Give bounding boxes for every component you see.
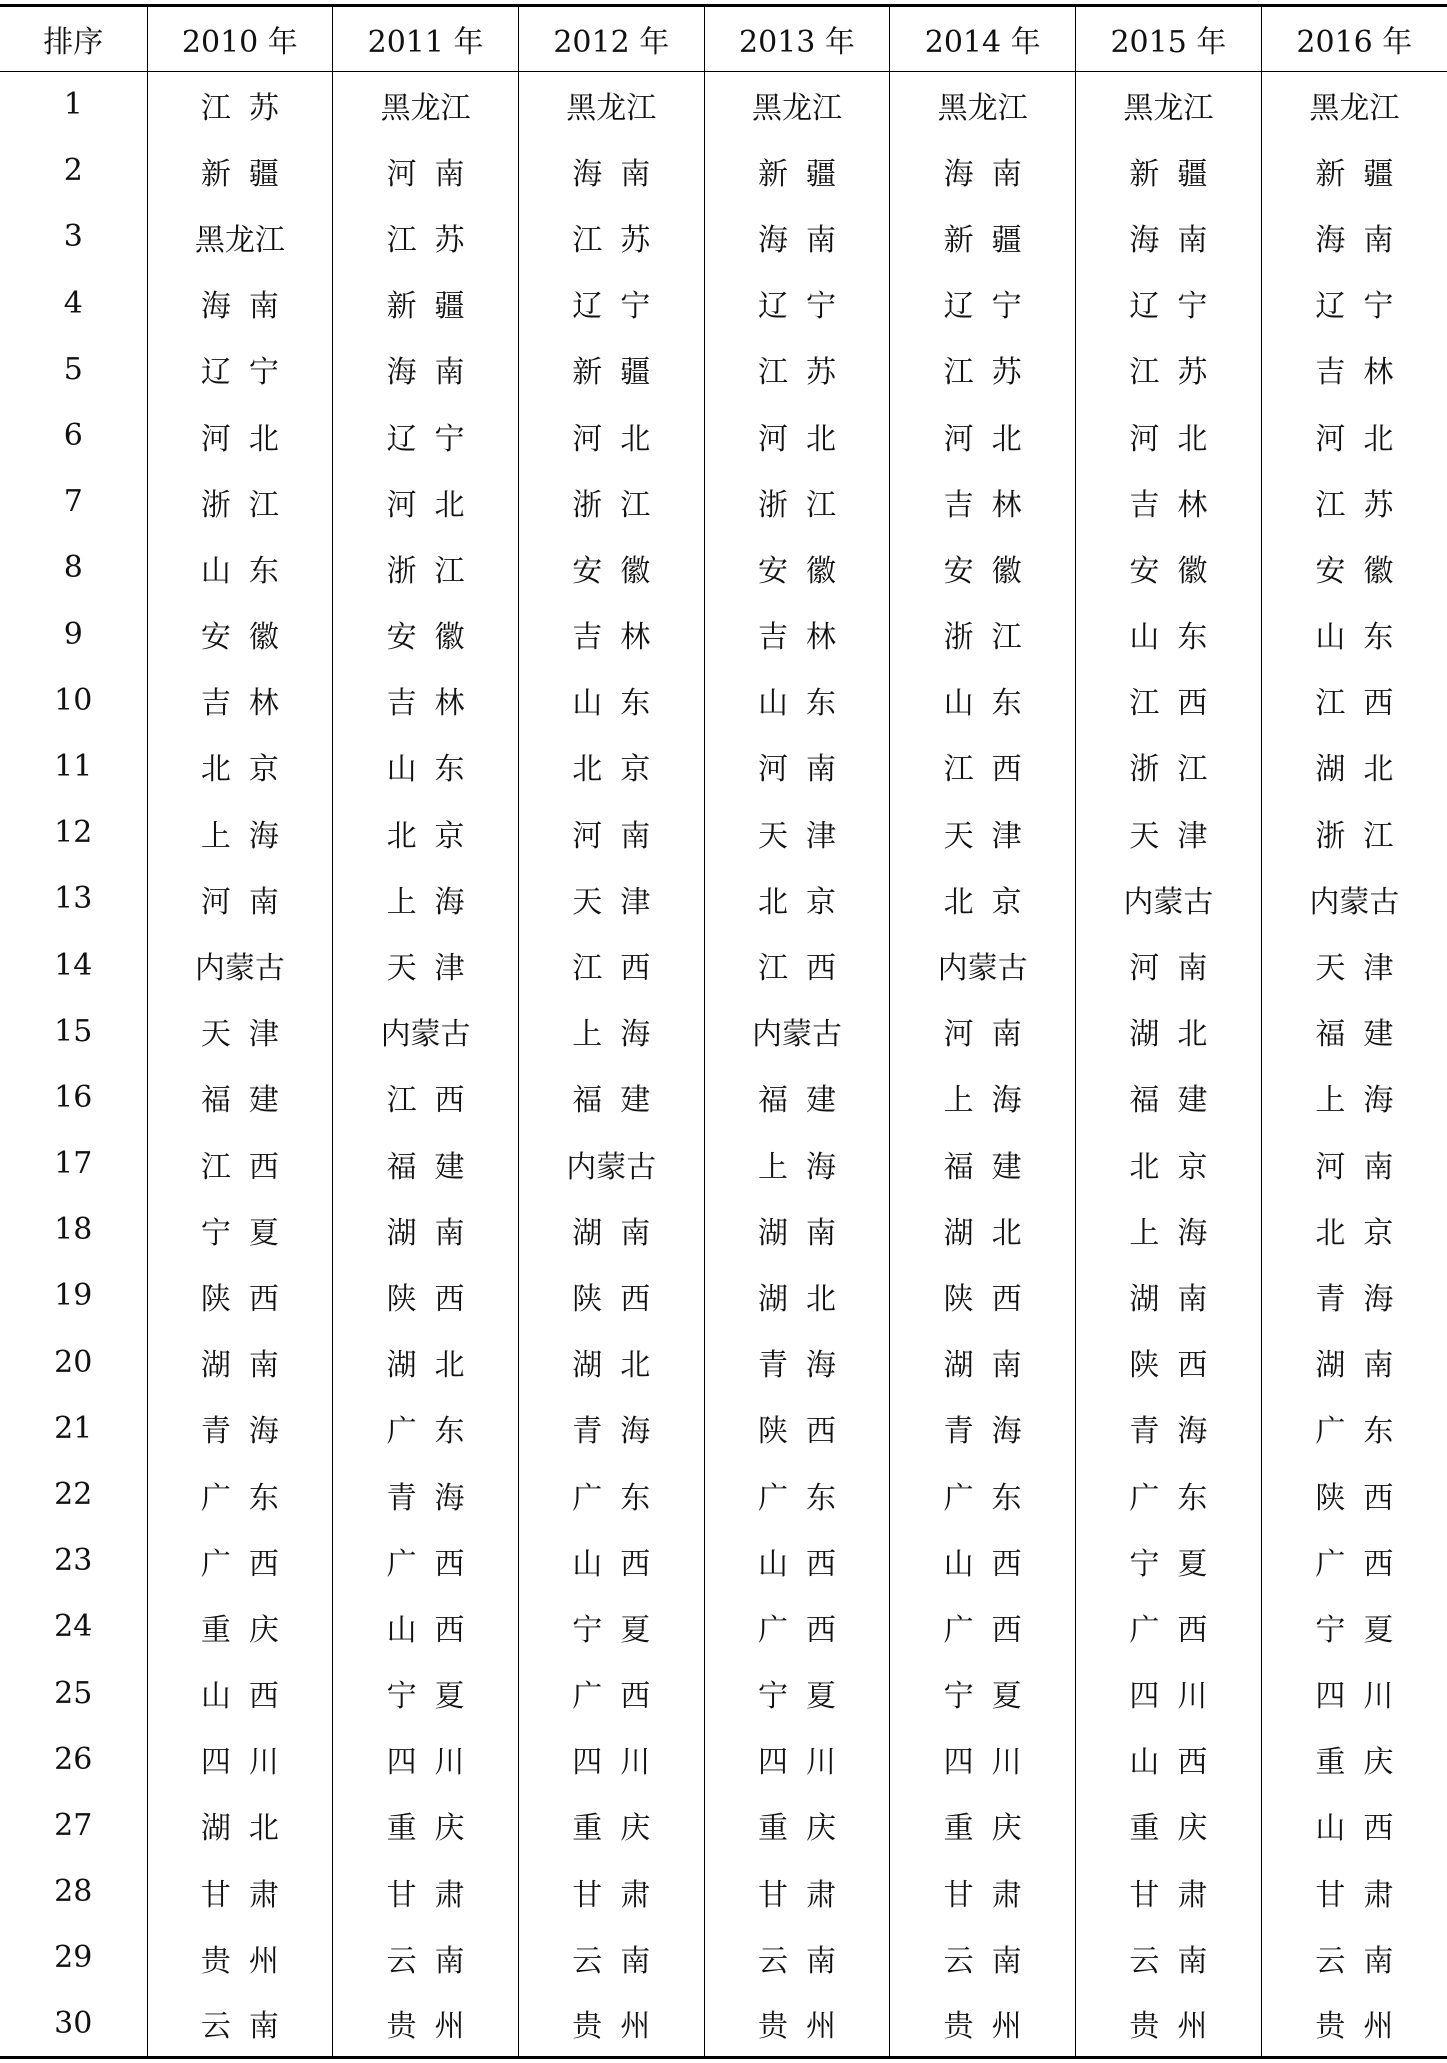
table-row (0, 1131, 1447, 1197)
province-cell: 陕西 (704, 1395, 890, 1461)
province-cell: 云南 (518, 1925, 704, 1991)
province-cell: 内蒙古 (147, 932, 333, 998)
rank-cell: 9 (63, 616, 83, 652)
header-year: 2011 年 (333, 6, 519, 72)
province-cell: 浙江 (1261, 800, 1447, 866)
rank-cell: 21 (54, 1410, 93, 1446)
province-cell: 安徽 (333, 601, 519, 667)
table-row (0, 667, 1447, 733)
province-cell: 宁夏 (890, 1660, 1076, 1726)
rank-cell: 17 (54, 1146, 93, 1182)
province-cell: 四川 (147, 1726, 333, 1792)
province-cell: 广西 (1261, 1528, 1447, 1594)
province-cell: 湖北 (1261, 733, 1447, 799)
header-rank: 排序 (0, 6, 147, 72)
province-cell: 浙江 (333, 535, 519, 601)
table-row (0, 204, 1447, 270)
province-cell: 浙江 (890, 601, 1076, 667)
table-row (0, 469, 1447, 535)
province-cell: 天津 (147, 998, 333, 1064)
province-cell: 湖南 (1261, 1329, 1447, 1395)
province-cell: 新疆 (1076, 138, 1262, 204)
province-cell: 江苏 (890, 336, 1076, 402)
province-cell: 上海 (147, 800, 333, 866)
table-row (0, 1064, 1447, 1130)
province-cell: 云南 (1076, 1925, 1262, 1991)
province-cell: 湖北 (890, 1197, 1076, 1263)
province-cell: 山东 (1076, 601, 1262, 667)
province-cell: 山东 (333, 733, 519, 799)
province-cell: 福建 (890, 1131, 1076, 1197)
province-cell: 云南 (147, 1991, 333, 2057)
province-cell: 黑龙江 (1076, 72, 1262, 138)
province-cell: 山西 (704, 1528, 890, 1594)
province-cell: 山东 (518, 667, 704, 733)
province-cell: 湖南 (333, 1197, 519, 1263)
province-cell: 广西 (1076, 1594, 1262, 1660)
rank-cell: 4 (63, 285, 83, 321)
table-row (0, 535, 1447, 601)
province-cell: 吉林 (1261, 336, 1447, 402)
province-cell: 黑龙江 (704, 72, 890, 138)
province-cell: 吉林 (518, 601, 704, 667)
province-cell: 江西 (1261, 667, 1447, 733)
rank-cell: 10 (54, 682, 93, 718)
table-row (0, 138, 1447, 204)
province-cell: 山西 (333, 1594, 519, 1660)
province-cell: 新疆 (333, 270, 519, 336)
province-cell: 吉林 (333, 667, 519, 733)
province-cell: 新疆 (704, 138, 890, 204)
province-cell: 广东 (1261, 1395, 1447, 1461)
rank-cell: 29 (54, 1940, 93, 1976)
province-cell: 广东 (704, 1461, 890, 1527)
province-cell: 福建 (147, 1064, 333, 1130)
province-cell: 山西 (147, 1660, 333, 1726)
province-cell: 安徽 (147, 601, 333, 667)
province-cell: 江苏 (333, 204, 519, 270)
province-cell: 湖北 (333, 1329, 519, 1395)
table-row (0, 336, 1447, 402)
province-cell: 内蒙古 (890, 932, 1076, 998)
province-cell: 广东 (890, 1461, 1076, 1527)
rank-cell: 28 (54, 1874, 93, 1910)
province-cell: 贵州 (147, 1925, 333, 1991)
province-cell: 湖北 (518, 1329, 704, 1395)
province-cell: 海南 (704, 204, 890, 270)
province-cell: 上海 (890, 1064, 1076, 1130)
rank-cell: 26 (54, 1741, 93, 1777)
province-cell: 山东 (704, 667, 890, 733)
province-cell: 福建 (1076, 1064, 1262, 1130)
province-cell: 云南 (333, 1925, 519, 1991)
header-row (0, 6, 1447, 72)
province-cell: 江西 (333, 1064, 519, 1130)
province-cell: 江西 (704, 932, 890, 998)
province-cell: 安徽 (890, 535, 1076, 601)
province-cell: 江苏 (518, 204, 704, 270)
province-cell: 江西 (1076, 667, 1262, 733)
ranking-table (0, 4, 1447, 2059)
province-cell: 宁夏 (704, 1660, 890, 1726)
province-cell: 河北 (147, 402, 333, 468)
province-cell: 北京 (890, 866, 1076, 932)
province-cell: 吉林 (890, 469, 1076, 535)
province-cell: 天津 (704, 800, 890, 866)
province-cell: 青海 (1261, 1263, 1447, 1329)
header-year: 2012 年 (518, 6, 704, 72)
province-cell: 辽宁 (704, 270, 890, 336)
rank-cell: 22 (54, 1477, 93, 1513)
province-cell: 天津 (1076, 800, 1262, 866)
rank-cell: 1 (63, 87, 83, 123)
province-cell: 江西 (518, 932, 704, 998)
province-cell: 广东 (333, 1395, 519, 1461)
province-cell: 江苏 (704, 336, 890, 402)
rank-cell: 2 (63, 153, 83, 189)
rank-cell: 23 (54, 1543, 93, 1579)
province-cell: 上海 (333, 866, 519, 932)
province-cell: 浙江 (704, 469, 890, 535)
province-cell: 重庆 (1261, 1726, 1447, 1792)
province-cell: 安徽 (1076, 535, 1262, 601)
header-year: 2013 年 (704, 6, 890, 72)
province-cell: 云南 (1261, 1925, 1447, 1991)
province-cell: 甘肃 (704, 1859, 890, 1925)
province-cell: 贵州 (704, 1991, 890, 2057)
province-cell: 广东 (518, 1461, 704, 1527)
province-cell: 吉林 (1076, 469, 1262, 535)
province-cell: 黑龙江 (147, 204, 333, 270)
province-cell: 浙江 (518, 469, 704, 535)
province-cell: 甘肃 (1261, 1859, 1447, 1925)
province-cell: 甘肃 (890, 1859, 1076, 1925)
rank-cell: 7 (63, 484, 83, 520)
province-cell: 四川 (704, 1726, 890, 1792)
table-row (0, 932, 1447, 998)
province-cell: 新疆 (518, 336, 704, 402)
province-cell: 贵州 (1076, 1991, 1262, 2057)
province-cell: 辽宁 (333, 402, 519, 468)
table-row (0, 402, 1447, 468)
province-cell: 福建 (704, 1064, 890, 1130)
province-cell: 黑龙江 (518, 72, 704, 138)
rank-cell: 30 (0, 1991, 147, 2057)
rank-cell: 11 (54, 748, 93, 784)
province-cell: 辽宁 (147, 336, 333, 402)
province-cell: 陕西 (890, 1263, 1076, 1329)
table-row (0, 270, 1447, 336)
province-cell: 安徽 (1261, 535, 1447, 601)
province-cell: 广东 (1076, 1461, 1262, 1527)
table-row (0, 601, 1447, 667)
province-cell: 湖南 (890, 1329, 1076, 1395)
province-cell: 河南 (890, 998, 1076, 1064)
province-cell: 天津 (1261, 932, 1447, 998)
province-cell: 安徽 (518, 535, 704, 601)
table-row (0, 866, 1447, 932)
province-cell: 海南 (518, 138, 704, 204)
province-cell: 山西 (890, 1528, 1076, 1594)
rank-cell: 16 (54, 1079, 93, 1115)
rank-cell: 12 (54, 815, 93, 851)
province-cell: 宁夏 (147, 1197, 333, 1263)
table-row (0, 1528, 1447, 1594)
province-cell: 黑龙江 (333, 72, 519, 138)
province-cell: 江苏 (147, 72, 333, 138)
province-cell: 湖北 (704, 1263, 890, 1329)
province-cell: 湖南 (1076, 1263, 1262, 1329)
rank-cell: 5 (63, 351, 83, 387)
rank-cell: 8 (63, 550, 83, 586)
province-cell: 青海 (1076, 1395, 1262, 1461)
province-cell: 山东 (890, 667, 1076, 733)
province-cell: 北京 (333, 800, 519, 866)
province-cell: 黑龙江 (1261, 72, 1447, 138)
province-cell: 青海 (518, 1395, 704, 1461)
table-header (0, 6, 1447, 72)
province-cell: 贵州 (518, 1991, 704, 2057)
province-cell: 河北 (1076, 402, 1262, 468)
province-cell: 北京 (518, 733, 704, 799)
province-cell: 吉林 (147, 667, 333, 733)
province-cell: 江西 (147, 1131, 333, 1197)
table-row (0, 1461, 1447, 1527)
province-cell: 河南 (704, 733, 890, 799)
header-year: 2016 年 (1261, 6, 1447, 72)
rank-cell: 18 (54, 1212, 93, 1248)
province-cell: 山西 (518, 1528, 704, 1594)
table-row (0, 1859, 1447, 1925)
province-cell: 江苏 (1261, 469, 1447, 535)
province-cell: 海南 (147, 270, 333, 336)
province-cell: 湖南 (147, 1329, 333, 1395)
province-cell: 青海 (890, 1395, 1076, 1461)
table-row (0, 1991, 1447, 2057)
province-cell: 重庆 (1076, 1792, 1262, 1858)
rank-cell: 6 (63, 418, 83, 454)
province-cell: 贵州 (1261, 1991, 1447, 2057)
province-cell: 新疆 (1261, 138, 1447, 204)
province-cell: 重庆 (704, 1792, 890, 1858)
table-row (0, 733, 1447, 799)
province-cell: 湖南 (704, 1197, 890, 1263)
province-cell: 陕西 (1076, 1329, 1262, 1395)
province-cell: 广西 (890, 1594, 1076, 1660)
province-cell: 上海 (1076, 1197, 1262, 1263)
province-cell: 广西 (333, 1528, 519, 1594)
table-row (0, 1792, 1447, 1858)
province-cell: 河北 (1261, 402, 1447, 468)
province-cell: 宁夏 (518, 1594, 704, 1660)
rank-cell: 27 (54, 1807, 93, 1843)
province-cell: 甘肃 (333, 1859, 519, 1925)
province-cell: 甘肃 (1076, 1859, 1262, 1925)
province-cell: 江西 (890, 733, 1076, 799)
table-row (0, 1726, 1447, 1792)
table-row (0, 1925, 1447, 1991)
province-cell: 重庆 (333, 1792, 519, 1858)
province-cell: 贵州 (333, 1991, 519, 2057)
province-cell: 河南 (1076, 932, 1262, 998)
province-cell: 青海 (147, 1395, 333, 1461)
province-cell: 陕西 (333, 1263, 519, 1329)
province-cell: 四川 (333, 1726, 519, 1792)
province-cell: 河南 (1261, 1131, 1447, 1197)
province-cell: 北京 (1076, 1131, 1262, 1197)
province-cell: 宁夏 (1261, 1594, 1447, 1660)
province-cell: 辽宁 (1076, 270, 1262, 336)
province-cell: 内蒙古 (704, 998, 890, 1064)
header-year: 2010 年 (147, 6, 333, 72)
header-year: 2015 年 (1076, 6, 1262, 72)
province-cell: 湖北 (147, 1792, 333, 1858)
province-cell: 浙江 (147, 469, 333, 535)
province-cell: 重庆 (147, 1594, 333, 1660)
table-row (0, 1197, 1447, 1263)
rank-cell: 20 (54, 1344, 93, 1380)
province-cell: 辽宁 (890, 270, 1076, 336)
province-cell: 吉林 (704, 601, 890, 667)
province-cell: 黑龙江 (890, 72, 1076, 138)
rank-cell: 25 (54, 1675, 93, 1711)
province-cell: 内蒙古 (1261, 866, 1447, 932)
province-cell: 四川 (890, 1726, 1076, 1792)
province-cell: 北京 (1261, 1197, 1447, 1263)
province-cell: 河北 (704, 402, 890, 468)
province-cell: 上海 (518, 998, 704, 1064)
rank-cell: 3 (63, 219, 83, 255)
province-cell: 河北 (518, 402, 704, 468)
rank-cell: 15 (54, 1013, 93, 1049)
province-cell: 辽宁 (1261, 270, 1447, 336)
table-row (0, 1660, 1447, 1726)
province-cell: 新疆 (147, 138, 333, 204)
province-cell: 陕西 (518, 1263, 704, 1329)
table-body (0, 72, 1447, 2058)
province-cell: 云南 (890, 1925, 1076, 1991)
province-cell: 福建 (518, 1064, 704, 1130)
province-cell: 河北 (890, 402, 1076, 468)
province-cell: 广西 (147, 1528, 333, 1594)
province-cell: 天津 (333, 932, 519, 998)
province-cell: 天津 (518, 866, 704, 932)
province-cell: 河南 (333, 138, 519, 204)
province-cell: 山东 (1261, 601, 1447, 667)
province-cell: 江苏 (1076, 336, 1262, 402)
province-cell: 新疆 (890, 204, 1076, 270)
province-cell: 福建 (333, 1131, 519, 1197)
province-cell: 浙江 (1076, 733, 1262, 799)
province-cell: 内蒙古 (1076, 866, 1262, 932)
rank-cell: 19 (54, 1278, 93, 1314)
province-cell: 青海 (704, 1329, 890, 1395)
province-cell: 安徽 (704, 535, 890, 601)
province-cell: 广西 (704, 1594, 890, 1660)
province-cell: 山东 (147, 535, 333, 601)
province-cell: 内蒙古 (518, 1131, 704, 1197)
header-year: 2014 年 (890, 6, 1076, 72)
province-cell: 四川 (518, 1726, 704, 1792)
province-cell: 湖南 (518, 1197, 704, 1263)
province-cell: 青海 (333, 1461, 519, 1527)
province-cell: 山西 (1076, 1726, 1262, 1792)
province-cell: 四川 (1076, 1660, 1262, 1726)
province-cell: 陕西 (147, 1263, 333, 1329)
province-cell: 河北 (333, 469, 519, 535)
province-cell: 贵州 (890, 1991, 1076, 2057)
province-cell: 天津 (890, 800, 1076, 866)
table-row (0, 1263, 1447, 1329)
province-cell: 辽宁 (518, 270, 704, 336)
province-cell: 北京 (147, 733, 333, 799)
table-row (0, 1594, 1447, 1660)
table-row (0, 1395, 1447, 1461)
table-row (0, 800, 1447, 866)
province-cell: 福建 (1261, 998, 1447, 1064)
province-cell: 海南 (890, 138, 1076, 204)
province-cell: 内蒙古 (333, 998, 519, 1064)
rank-cell: 14 (54, 947, 93, 983)
province-cell: 湖北 (1076, 998, 1262, 1064)
table-row (0, 1329, 1447, 1395)
table-row (0, 998, 1447, 1064)
province-cell: 上海 (704, 1131, 890, 1197)
province-cell: 海南 (333, 336, 519, 402)
province-cell: 重庆 (518, 1792, 704, 1858)
province-cell: 山西 (1261, 1792, 1447, 1858)
province-cell: 重庆 (890, 1792, 1076, 1858)
province-cell: 上海 (1261, 1064, 1447, 1130)
rank-cell: 13 (54, 881, 93, 917)
province-cell: 河南 (147, 866, 333, 932)
province-cell: 河南 (518, 800, 704, 866)
province-cell: 广西 (518, 1660, 704, 1726)
province-cell: 宁夏 (1076, 1528, 1262, 1594)
province-cell: 云南 (704, 1925, 890, 1991)
province-cell: 宁夏 (333, 1660, 519, 1726)
table-row (0, 72, 1447, 138)
province-cell: 甘肃 (518, 1859, 704, 1925)
province-cell: 四川 (1261, 1660, 1447, 1726)
rank-cell: 24 (54, 1609, 93, 1645)
province-cell: 甘肃 (147, 1859, 333, 1925)
province-cell: 海南 (1076, 204, 1262, 270)
province-cell: 广东 (147, 1461, 333, 1527)
province-cell: 北京 (704, 866, 890, 932)
province-cell: 海南 (1261, 204, 1447, 270)
province-cell: 陕西 (1261, 1461, 1447, 1527)
